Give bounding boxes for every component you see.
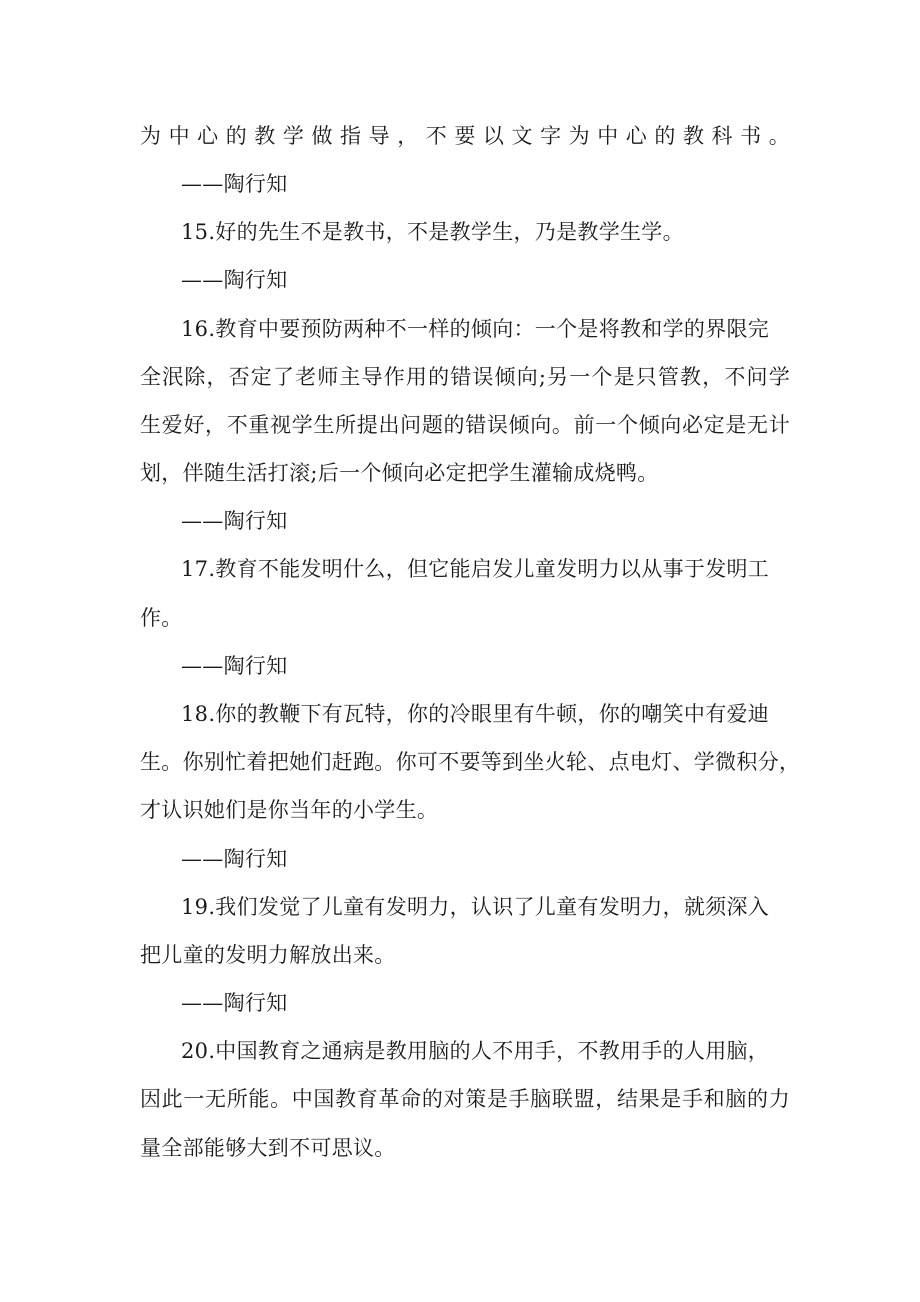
quote-19-line-1: 19.我们发觉了儿童有发明力，认识了儿童有发明力，就须深入 <box>181 895 770 919</box>
quote-20-line-1: 20.中国教育之通病是教用脑的人不用手，不教用手的人用脑， <box>181 1039 770 1063</box>
attribution-15: ——陶行知 <box>181 268 288 292</box>
attribution-14: ——陶行知 <box>181 172 288 196</box>
attribution-17: ——陶行知 <box>181 654 288 678</box>
quote-16-line-4: 划，伴随生活打滚;后一个倾向必定把学生灌输成烧鸭。 <box>140 461 659 485</box>
quote-17-line-1: 17.教育不能发明什么，但它能启发儿童发明力以从事于发明工 <box>181 557 770 581</box>
quote-20-line-3: 量全部能够大到不可思议。 <box>140 1136 396 1160</box>
attribution-19: ——陶行知 <box>181 991 288 1015</box>
quote-18-line-1: 18.你的教鞭下有瓦特，你的冷眼里有牛顿，你的嘲笑中有爱迪 <box>181 702 770 726</box>
attribution-16: ——陶行知 <box>181 509 288 533</box>
quote-17-line-2: 作。 <box>140 606 183 630</box>
paragraph-14-line-continuation: 为中心的教学做指导，不要以文字为中心的教科书。 <box>140 124 790 148</box>
quote-18-line-2: 生。你别忙着把她们赶跑。你可不要等到坐火轮、点电灯、学微积分， <box>140 750 801 774</box>
quote-16-line-1: 16.教育中要预防两种不一样的倾向：一个是将教和学的界限完 <box>181 317 770 341</box>
attribution-18: ——陶行知 <box>181 847 288 871</box>
quote-20-line-2: 因此一无所能。中国教育革命的对策是手脑联盟，结果是手和脑的力 <box>140 1087 790 1111</box>
quote-19-line-2: 把儿童的发明力解放出来。 <box>140 943 396 967</box>
quote-15-line: 15.好的先生不是教书，不是教学生，乃是教学生学。 <box>181 220 684 244</box>
quote-16-line-3: 生爱好，不重视学生所提出问题的错误倾向。前一个倾向必定是无计 <box>140 413 790 437</box>
quote-16-line-2: 全泯除，否定了老师主导作用的错误倾向;另一个是只管教，不问学 <box>140 365 790 389</box>
quote-18-line-3: 才认识她们是你当年的小学生。 <box>140 798 439 822</box>
